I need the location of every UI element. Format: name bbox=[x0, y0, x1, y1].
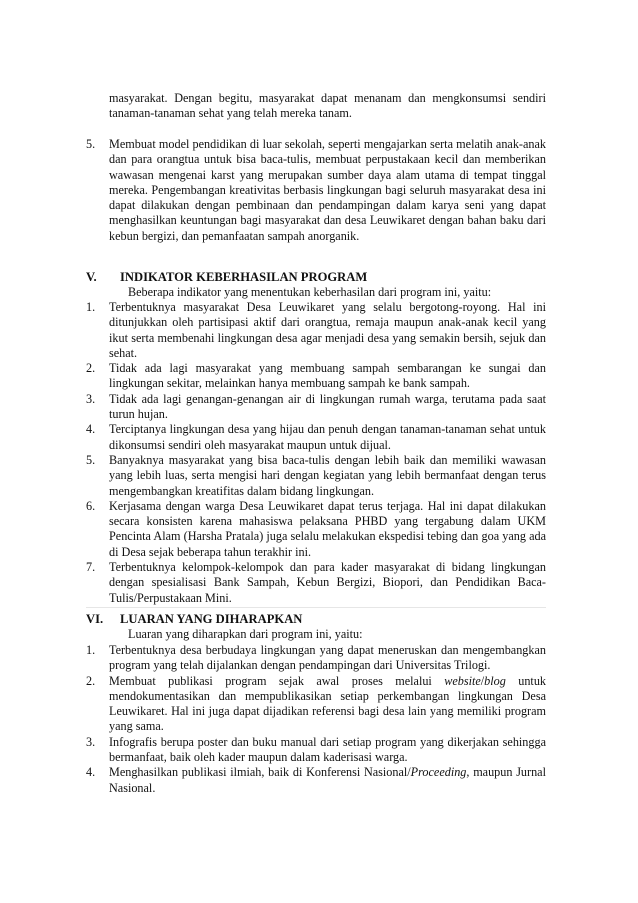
indicator-list bbox=[86, 300, 546, 606]
list-item bbox=[86, 361, 546, 392]
list-number: 2. bbox=[86, 361, 96, 376]
list-number: 5. bbox=[86, 137, 96, 151]
section-title: LUARAN YANG DIHARAPKAN bbox=[120, 612, 303, 626]
list-item bbox=[86, 137, 546, 244]
list-item bbox=[86, 392, 546, 423]
list-text-before: Menghasilkan publikasi ilmiah, baik di Konferensi Nasional/ bbox=[109, 765, 411, 780]
list-item bbox=[86, 300, 546, 361]
list-text: Tidak ada lagi masyarakat yang membuang sampah sembarangan ke sungai dan lingkungan sekitar, melainkan hanya membuang sampah ke bank sampah. bbox=[109, 361, 546, 391]
list-number: 3. bbox=[86, 391, 96, 406]
list-number: 4. bbox=[86, 765, 96, 780]
section-heading bbox=[86, 270, 546, 285]
list-text-after: , maupun Jurnal Nasional. bbox=[109, 765, 546, 795]
list-text: Terbentuknya kelompok-kelompok dan para kader masyarakat di bidang lingkungan dengan spesialisasi Bank Sampah, Kebun Bergizi, Biopori, dan Pendidikan Baca-Tulis/Perpustakaan Mini. bbox=[109, 560, 546, 605]
list-text: Membuat model pendidikan di luar sekolah, seperti mengajarkan serta melatih anak-anak dan para orangtua untuk bisa baca-tulis, membuat perpustakaan kecil dan memberikan wawasan mengenai karst yang merupakan sumber daya alam utama di tempat tinggal mereka. Pengembangan kreativitas berbasis lingkungan bagi seluruh masyarakat desa ini dapat dilakukan dengan pembinaan dan pendampingan dalam karya seni yang dapat menghasilkan keuntungan bagi masyarakat dan desa Leuwikaret dengan bahan baku dari kebun bergizi, dan pemanfaatan sampah anorganik. bbox=[109, 137, 546, 243]
list-text: Tidak ada lagi genangan-genangan air di lingkungan rumah warga, terutama pada saat turun hujan. bbox=[109, 391, 546, 422]
list-number: 7. bbox=[86, 560, 96, 575]
list-text-website: website bbox=[444, 673, 481, 688]
list-text: Terbentuknya masyarakat Desa Leuwikaret yang selalu bergotong-royong. Hal ini ditunjukkan oleh partisipasi aktif dari orangtua, remaja maupun anak-anak kecil yang ikut serta membenahi lingkungan desa agar menjadi desa yang semakin bersih, sejuk dan sehat. bbox=[109, 300, 546, 360]
list-text: Banyaknya masyarakat yang bisa baca-tulis dengan lebih baik dan memiliki wawasan yang lebih luas, serta mengisi hari dengan kegiatan yang lebih bermanfaat dengan terus mengembangkan kreatifitas dalam bidang lingkungan. bbox=[109, 452, 546, 498]
list-item bbox=[86, 453, 546, 499]
list-number: 4. bbox=[86, 422, 96, 437]
list-text-proceeding: Proceeding bbox=[410, 765, 467, 780]
list-number: 3. bbox=[86, 734, 96, 749]
list-item bbox=[86, 674, 546, 735]
section-divider bbox=[86, 607, 546, 608]
output-list bbox=[86, 643, 546, 796]
section-intro: Luaran yang diharapkan dari program ini, yaitu: bbox=[128, 627, 363, 641]
list-item bbox=[86, 735, 546, 766]
list-item bbox=[86, 643, 546, 674]
list-text-after: untuk mendokumentasikan dan mempublikasikan setiap perkembangan lingkungan Desa Leuwikaret. Hal ini juga dapat dijadikan referensi bagi desa lain yang memiliki program yang sama. bbox=[109, 673, 547, 734]
list-text-before: Membuat publikasi program sejak awal proses melalui bbox=[109, 673, 445, 688]
list-text: Infografis berupa poster dan buku manual dari setiap program yang dikerjakan sehingga bermanfaat, baik oleh kader maupun dalam kaderisasi warga. bbox=[109, 734, 546, 765]
list-number: 6. bbox=[86, 498, 96, 513]
list-text-blog: blog bbox=[484, 673, 506, 688]
list-text: Kerjasama dengan warga Desa Leuwikaret dapat terus terjaga. Hal ini dapat dilakukan secara konsisten karena mahasiswa pelaksana PHBD yang tergabung dalam UKM Pencinta Alam (Harsha Pratala) juga selalu melakukan ekspedisi tebing dan goa yang ada di Desa sejak beberapa tahun terakhir ini. bbox=[109, 498, 546, 559]
list-number: 5. bbox=[86, 452, 96, 467]
list-text: Terbentuknya desa berbudaya lingkungan yang dapat meneruskan dan mengembangkan program yang telah dijalankan dengan pendampingan dari Universitas Trilogi. bbox=[109, 643, 546, 673]
list-number: 1. bbox=[86, 300, 96, 314]
section-title: INDIKATOR KEBERHASILAN PROGRAM bbox=[120, 270, 368, 284]
section-number: V. bbox=[86, 270, 97, 284]
section-heading bbox=[86, 612, 546, 627]
list-item bbox=[86, 765, 546, 796]
list-text: Terciptanya lingkungan desa yang hijau dan penuh dengan tanaman-tanaman sehat untuk dikonsumsi sendiri oleh masyarakat maupun untuk dijual. bbox=[109, 422, 546, 452]
list-number: 1. bbox=[86, 643, 96, 657]
continuation-paragraph: masyarakat. Dengan begitu, masyarakat dapat menanam dan mengkonsumsi sendiri tanaman-tanaman sehat yang telah mereka tanam. bbox=[109, 91, 546, 121]
section-intro: Beberapa indikator yang menentukan keberhasilan dari program ini, yaitu: bbox=[128, 285, 492, 299]
list-item bbox=[86, 422, 546, 453]
list-item bbox=[86, 560, 546, 606]
list-item bbox=[86, 499, 546, 560]
section-number: VI. bbox=[86, 612, 104, 626]
list-number: 2. bbox=[86, 673, 96, 688]
list-text-separator: / bbox=[480, 673, 485, 688]
